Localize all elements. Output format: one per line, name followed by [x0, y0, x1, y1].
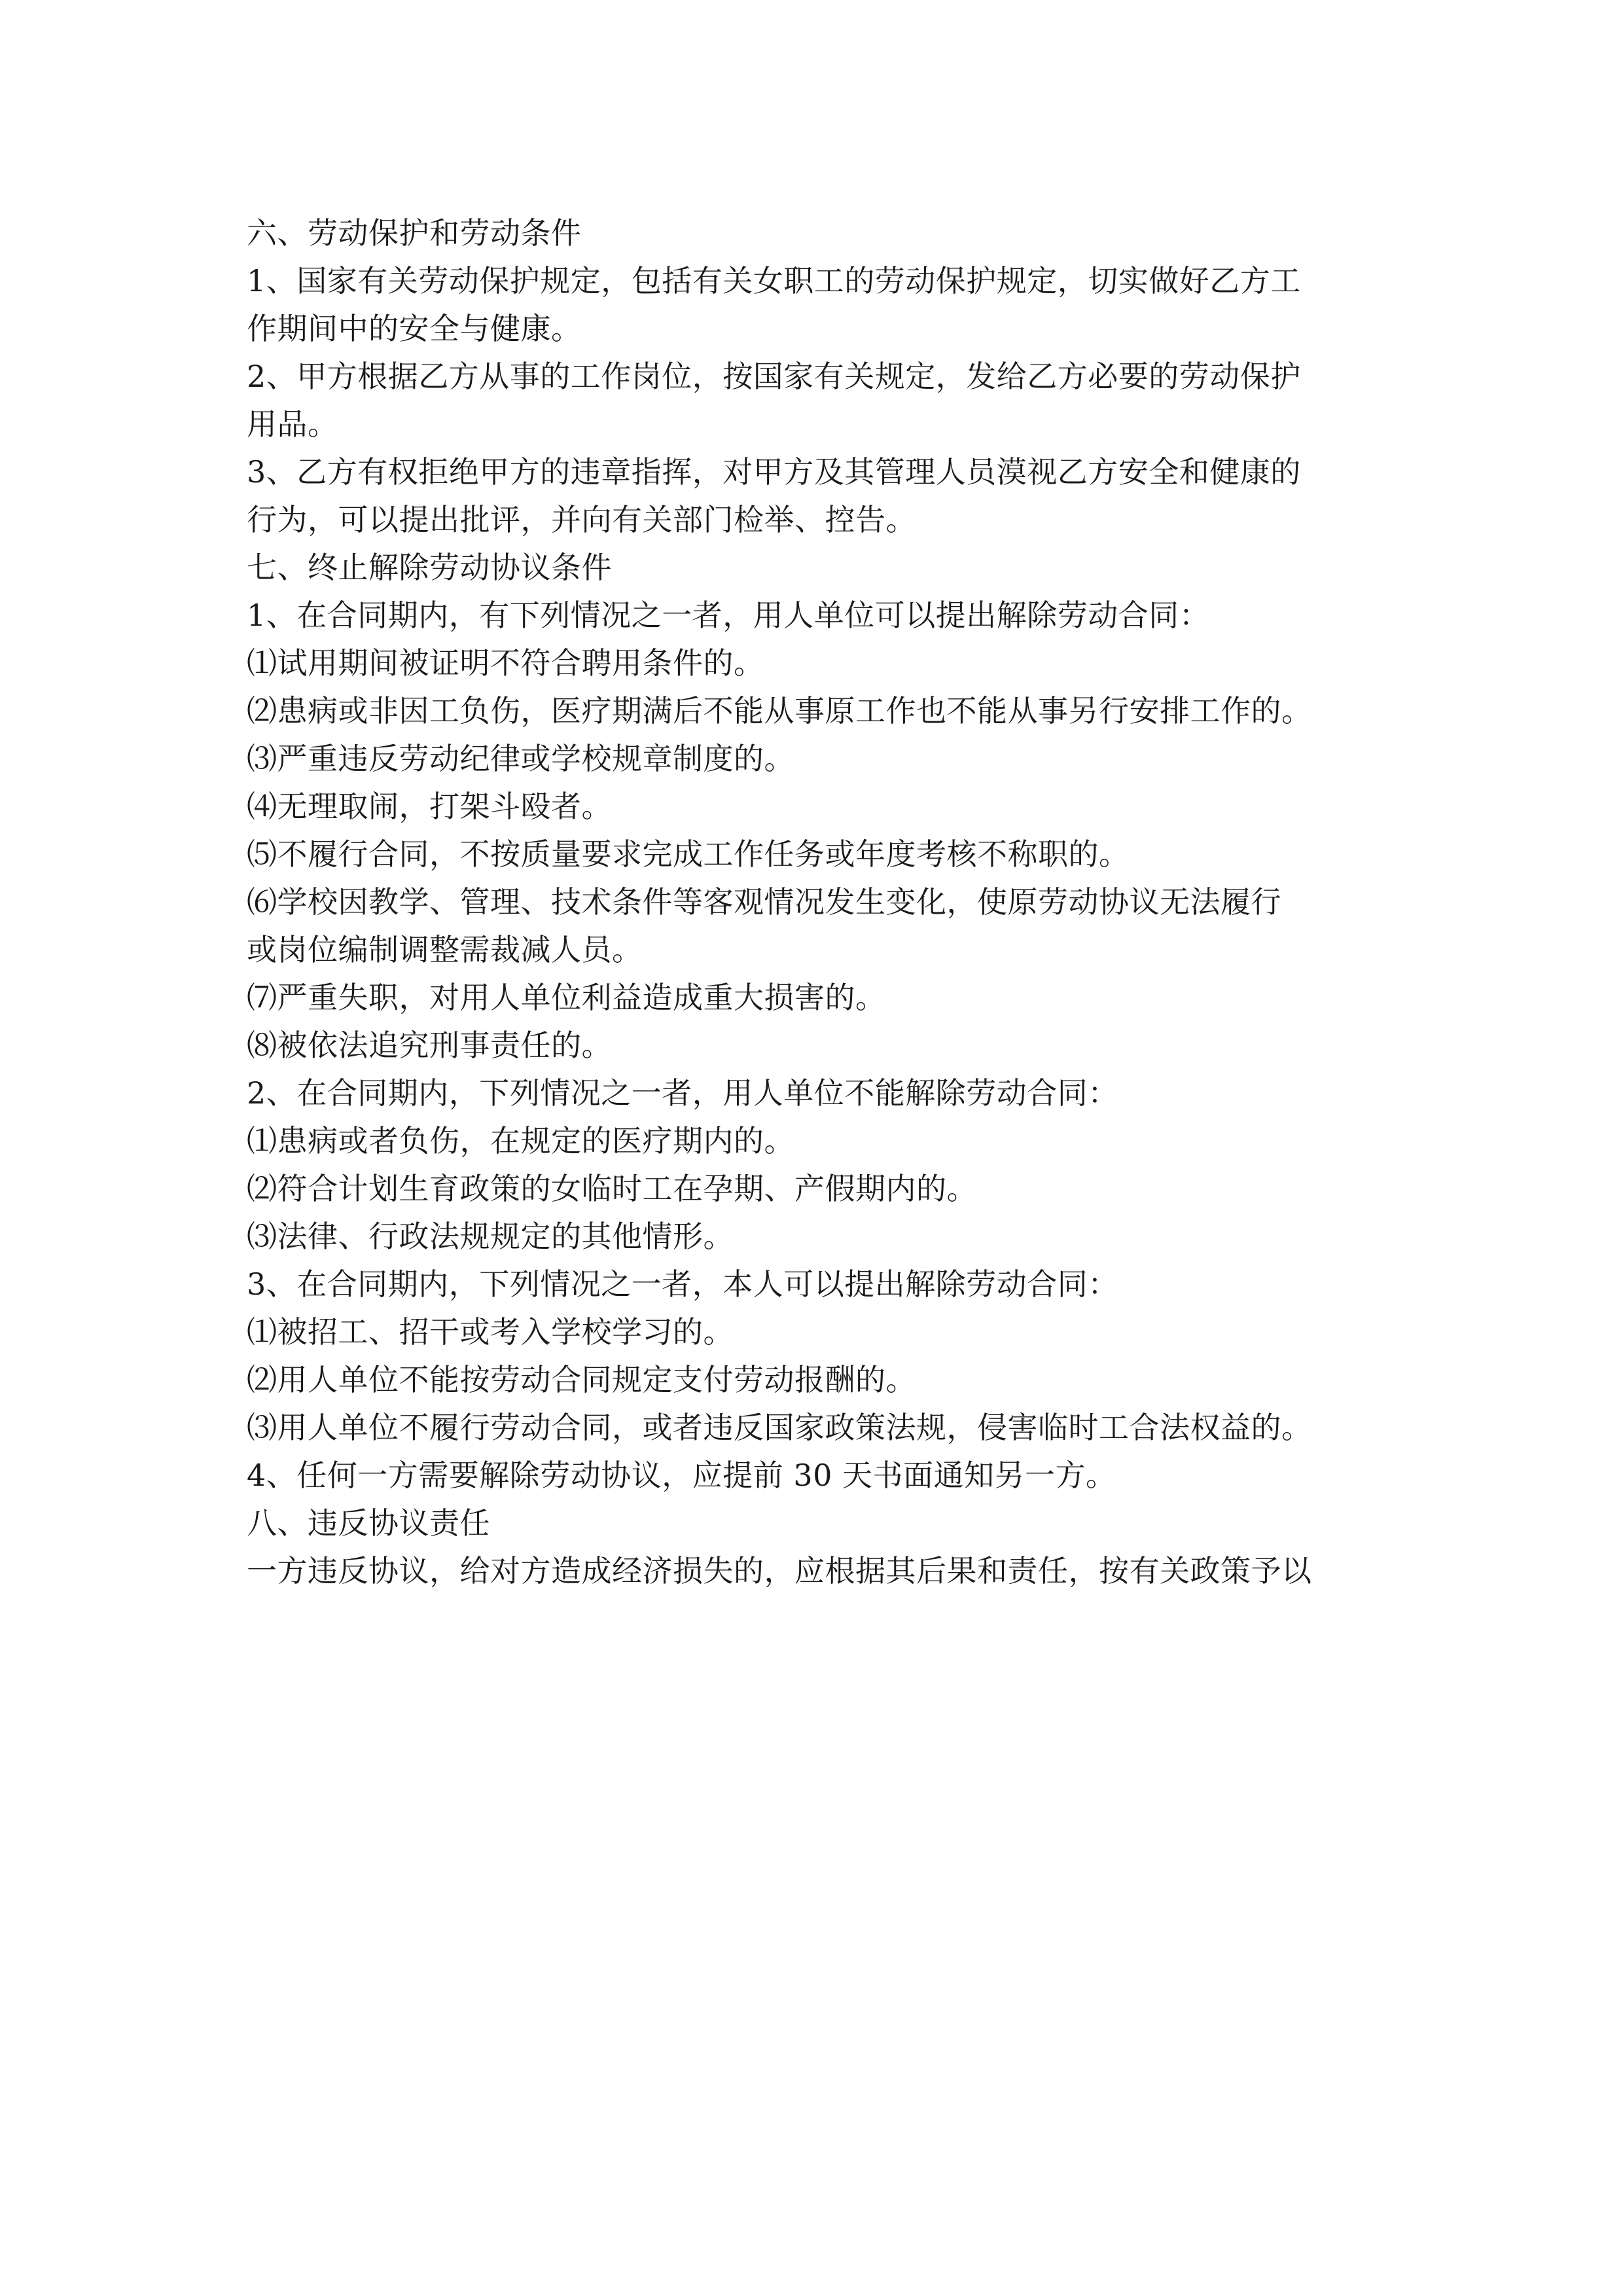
paragraph-line: 用品。	[247, 406, 338, 442]
paragraph-line: 2、在合同期内，下列情况之一者，用人单位不能解除劳动合同：	[247, 1075, 1118, 1111]
paragraph-line: 3、乙方有权拒绝甲方的违章指挥，对甲方及其管理人员漠视乙方安全和健康的	[247, 454, 1301, 490]
list-item: ⑵符合计划生育政策的女临时工在孕期、产假期内的。	[247, 1171, 977, 1206]
list-item: ⑶用人单位不履行劳动合同，或者违反国家政策法规，侵害临时工合法权益的。	[247, 1410, 1312, 1445]
section-heading-labor-protection: 六、劳动保护和劳动条件	[247, 215, 582, 251]
list-item: ⑵用人单位不能按劳动合同规定支付劳动报酬的。	[247, 1362, 916, 1397]
paragraph-line: 一方违反协议，给对方造成经济损失的，应根据其后果和责任，按有关政策予以	[247, 1553, 1312, 1588]
list-item: ⑴患病或者负伤，在规定的医疗期内的。	[247, 1123, 794, 1158]
section-heading-breach: 八、违反协议责任	[247, 1505, 490, 1541]
list-item: ⑴试用期间被证明不符合聘用条件的。	[247, 645, 764, 681]
list-item: ⑴被招工、招干或考入学校学习的。	[247, 1314, 734, 1350]
list-item: ⑷无理取闹，打架斗殴者。	[247, 789, 612, 824]
list-item: ⑹学校因教学、管理、技术条件等客观情况发生变化，使原劳动协议无法履行	[247, 884, 1281, 920]
paragraph-line: 1、国家有关劳动保护规定，包括有关女职工的劳动保护规定，切实做好乙方工	[247, 263, 1301, 298]
list-item: ⑶严重违反劳动纪律或学校规章制度的。	[247, 741, 794, 776]
paragraph-line: 4、任何一方需要解除劳动协议，应提前 30 天书面通知另一方。	[247, 1458, 1116, 1493]
list-item: ⑻被依法追究刑事责任的。	[247, 1028, 612, 1063]
document-body	[247, 209, 1412, 1595]
list-item: ⑸不履行合同，不按质量要求完成工作任务或年度考核不称职的。	[247, 836, 1130, 872]
paragraph-line: 3、在合同期内，下列情况之一者，本人可以提出解除劳动合同：	[247, 1266, 1118, 1302]
paragraph-line: 1、在合同期内，有下列情况之一者，用人单位可以提出解除劳动合同：	[247, 598, 1210, 633]
paragraph-line: 作期间中的安全与健康。	[247, 311, 582, 346]
paragraph-line: 2、甲方根据乙方从事的工作岗位，按国家有关规定，发给乙方必要的劳动保护	[247, 359, 1301, 394]
list-item: ⑶法律、行政法规规定的其他情形。	[247, 1219, 734, 1254]
section-heading-termination: 七、终止解除劳动协议条件	[247, 550, 612, 585]
paragraph-line: 行为，可以提出批评，并向有关部门检举、控告。	[247, 502, 916, 537]
list-item-continuation: 或岗位编制调整需裁减人员。	[247, 932, 643, 967]
list-item: ⑵患病或非因工负伤，医疗期满后不能从事原工作也不能从事另行安排工作的。	[247, 693, 1312, 728]
list-item: ⑺严重失职，对用人单位利益造成重大损害的。	[247, 980, 886, 1015]
